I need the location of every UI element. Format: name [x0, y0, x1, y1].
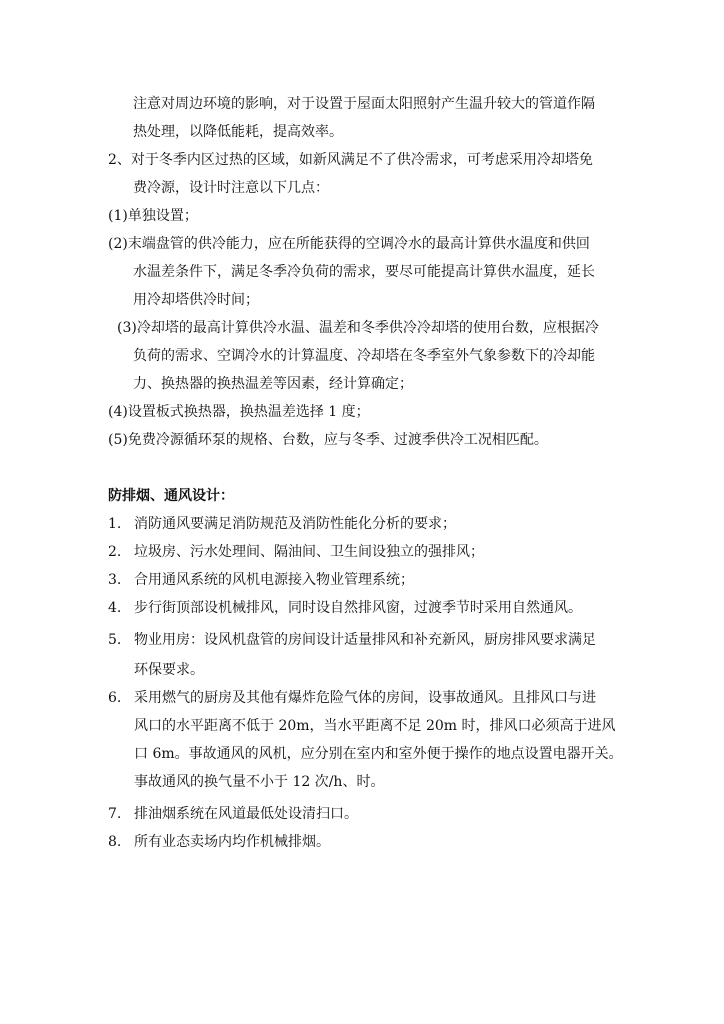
- list-text: 采用燃气的厨房及其他有爆炸危险气体的房间，设事故通风。且排风口与进: [134, 690, 596, 706]
- list-number: 2.: [108, 544, 122, 560]
- list-text: 消防通风要满足消防规范及消防性能化分析的要求；: [134, 516, 456, 532]
- section-title: 防排烟、通风设计：: [108, 488, 234, 504]
- list-number: 5.: [108, 632, 122, 648]
- sub-item-2-cont: 用冷却塔供冷时间；: [133, 292, 259, 308]
- sub-item-2: (2)末端盘管的供冷能力，应在所能获得的空调冷水的最高计算供水温度和供回: [108, 236, 590, 252]
- list-number: 4.: [108, 600, 122, 616]
- list-item-2: [108, 542, 484, 562]
- list-item-6-cont: 口 6m。事故通风的风机，应分别在室内和室外便于操作的地点设置电器开关。: [134, 746, 623, 762]
- list-item-6-cont: 事故通风的换气量不小于 12 次/h、时。: [134, 774, 385, 790]
- list-item-4: [108, 598, 582, 618]
- sub-item-4: (4)设置板式换热器，换热温差选择 1 度；: [108, 404, 370, 420]
- sub-item-3-cont: 负荷的需求、空调冷水的计算温度、冷却塔在冬季室外气象参数下的冷却能: [133, 348, 595, 364]
- list-item-8: [108, 832, 330, 852]
- sub-item-1: (1)单独设置；: [108, 208, 198, 224]
- list-text: 步行街顶部设机械排风，同时设自然排风窗，过渡季节时采用自然通风。: [134, 600, 582, 616]
- sub-item-3: (3)冷却塔的最高计算供冷水温、温差和冬季供冷冷却塔的使用台数，应根据冷: [117, 320, 599, 336]
- list-item-5-cont: 环保要求。: [134, 662, 204, 678]
- list-text: 所有业态卖场内均作机械排烟。: [134, 834, 330, 850]
- list-item-6: [108, 688, 596, 708]
- list-item-3: [108, 570, 414, 590]
- intro-line: 注意对周边环境的影响，对于设置于屋面太阳照射产生温升较大的管道作隔: [133, 96, 595, 112]
- list-text: 垃圾房、污水处理间、隔油间、卫生间设独立的强排风；: [134, 544, 484, 560]
- list-item-5: [108, 630, 596, 650]
- sub-item-3-cont: 力、换热器的换热温差等因素，经计算确定；: [133, 376, 413, 392]
- list-text: 排油烟系统在风道最低处设清扫口。: [134, 806, 358, 822]
- sub-item-5: (5)免费冷源循环泵的规格、台数，应与冬季、过渡季供冷工况相匹配。: [108, 432, 548, 448]
- list-text: 物业用房：设风机盘管的房间设计适量排风和补充新风，厨房排风要求满足: [134, 632, 596, 648]
- list-number: 3.: [108, 572, 122, 588]
- paragraph-item-2-cont: 费冷源，设计时注意以下几点：: [133, 180, 329, 196]
- list-number: 1.: [108, 516, 122, 532]
- intro-line: 热处理，以降低能耗，提高效率。: [133, 124, 343, 140]
- list-number: 8.: [108, 834, 122, 850]
- list-item-1: [108, 514, 456, 534]
- list-item-7: [108, 804, 358, 824]
- list-number: 7.: [108, 806, 122, 822]
- sub-item-2-cont: 水温差条件下，满足冬季冷负荷的需求，要尽可能提高计算供水温度，延长: [133, 264, 595, 280]
- list-text: 合用通风系统的风机电源接入物业管理系统；: [134, 572, 414, 588]
- list-number: 6.: [108, 690, 122, 706]
- list-item-6-cont: 风口的水平距离不低于 20m，当水平距离不足 20m 时，排风口必须高于进风: [134, 718, 616, 734]
- paragraph-item-2: 2、对于冬季内区过热的区域，如新风满足不了供冷需求，可考虑采用冷却塔免: [108, 152, 593, 168]
